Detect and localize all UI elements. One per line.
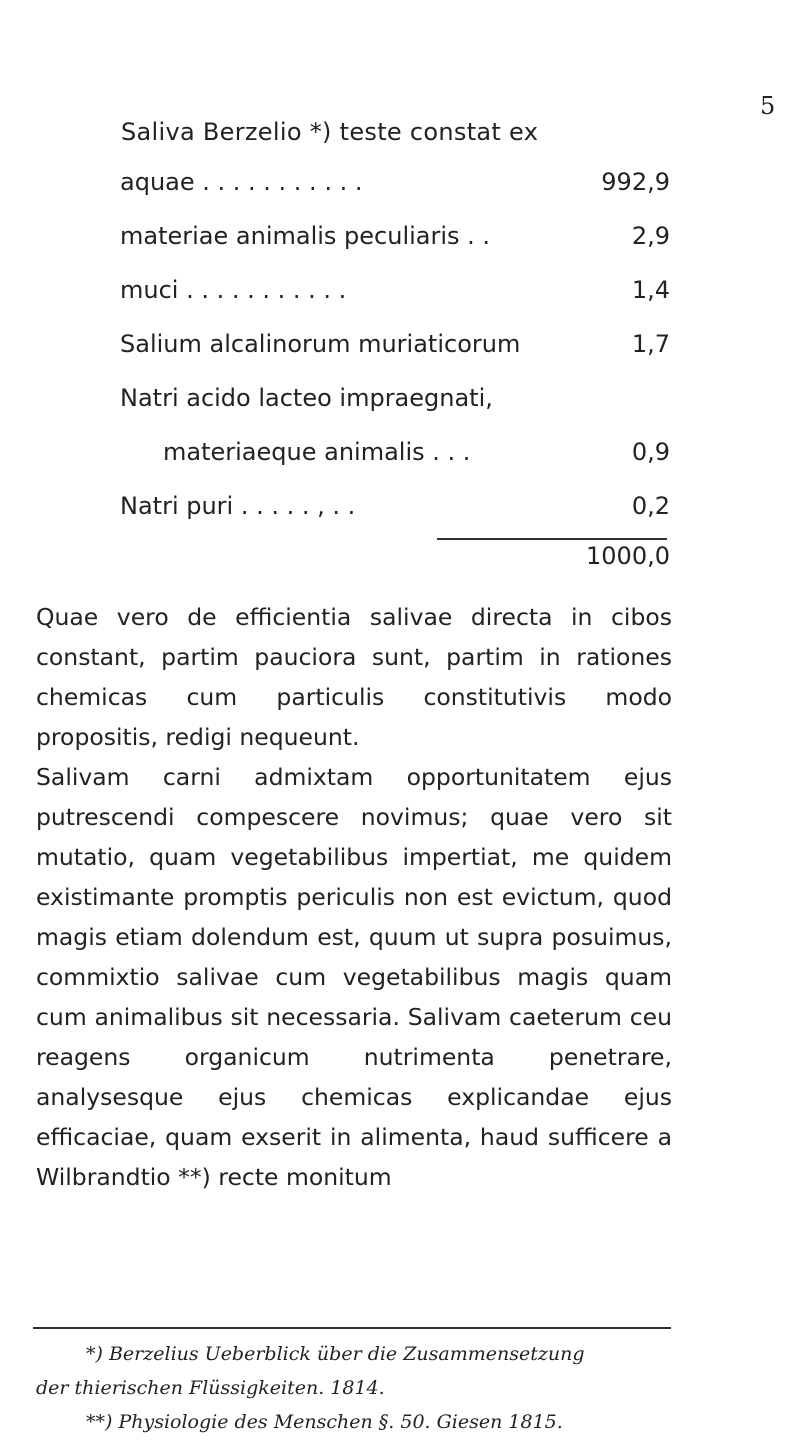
composition-row [120,384,670,438]
paragraph: Quae vero de efficientia salivae directa in cibos constant, partim pauciora sunt, partim in rationes chemicas cum particulis constitutivis modo propositis, redigi nequeunt. [36,603,672,751]
component-value: 0,2 [631,492,670,520]
component-label: materiae animalis peculiaris . . [120,222,491,250]
composition-row [120,168,670,222]
component-label: Natri puri . . . . . , . . [120,492,356,520]
composition-row [120,438,670,492]
footnotes [36,1337,676,1439]
component-value: 1,4 [631,276,670,304]
component-label: materiaeque animalis . . . [163,438,471,466]
component-value: 1,7 [631,330,670,358]
component-value: 992,9 [601,168,670,196]
component-label: Natri acido lacteo impraegnati, [120,384,493,412]
composition-row [120,330,670,384]
total-value: 1000,0 [586,542,670,570]
footnote-rule [33,1327,671,1329]
composition-row [120,222,670,276]
sum-rule [437,538,667,540]
intro-line: Saliva Berzelio *) teste constat ex [121,118,539,146]
component-value: 0,9 [631,438,670,466]
footnote: *) Berzelius Ueberblick über die Zusammensetzung [86,1343,585,1365]
component-label: Salium alcalinorum muriaticorum [120,330,521,358]
component-value: 2,9 [631,222,670,250]
composition-table [120,168,670,546]
footnote: der thierischen Flüssigkeiten. 1814. [36,1377,385,1399]
component-label: aquae . . . . . . . . . . . [120,168,363,196]
component-label: muci . . . . . . . . . . . [120,276,347,304]
body-text [36,597,672,1197]
composition-row [120,276,670,330]
footnote: **) Physiologie des Menschen §. 50. Giesen 1815. [86,1411,563,1433]
page-number: 5 [760,92,776,120]
paragraph: Salivam carni admixtam opportunitatem ejus putrescendi compescere novimus; quae vero sit mutatio, quam vegetabilibus impertiat, me quidem existimante promptis periculis non est evictum, quod magis etiam dolendum est, quum ut supra posuimus, commixtio salivae cum vegetabilibus magis quam cum animalibus sit necessaria. Salivam caeterum ceu reagens organicum nutrimenta penetrare, analysesque ejus chemicas explicandae ejus efficaciae, quam exserit in alimenta, haud sufficere a Wilbrandtio **) recte monitum [36,763,672,1191]
